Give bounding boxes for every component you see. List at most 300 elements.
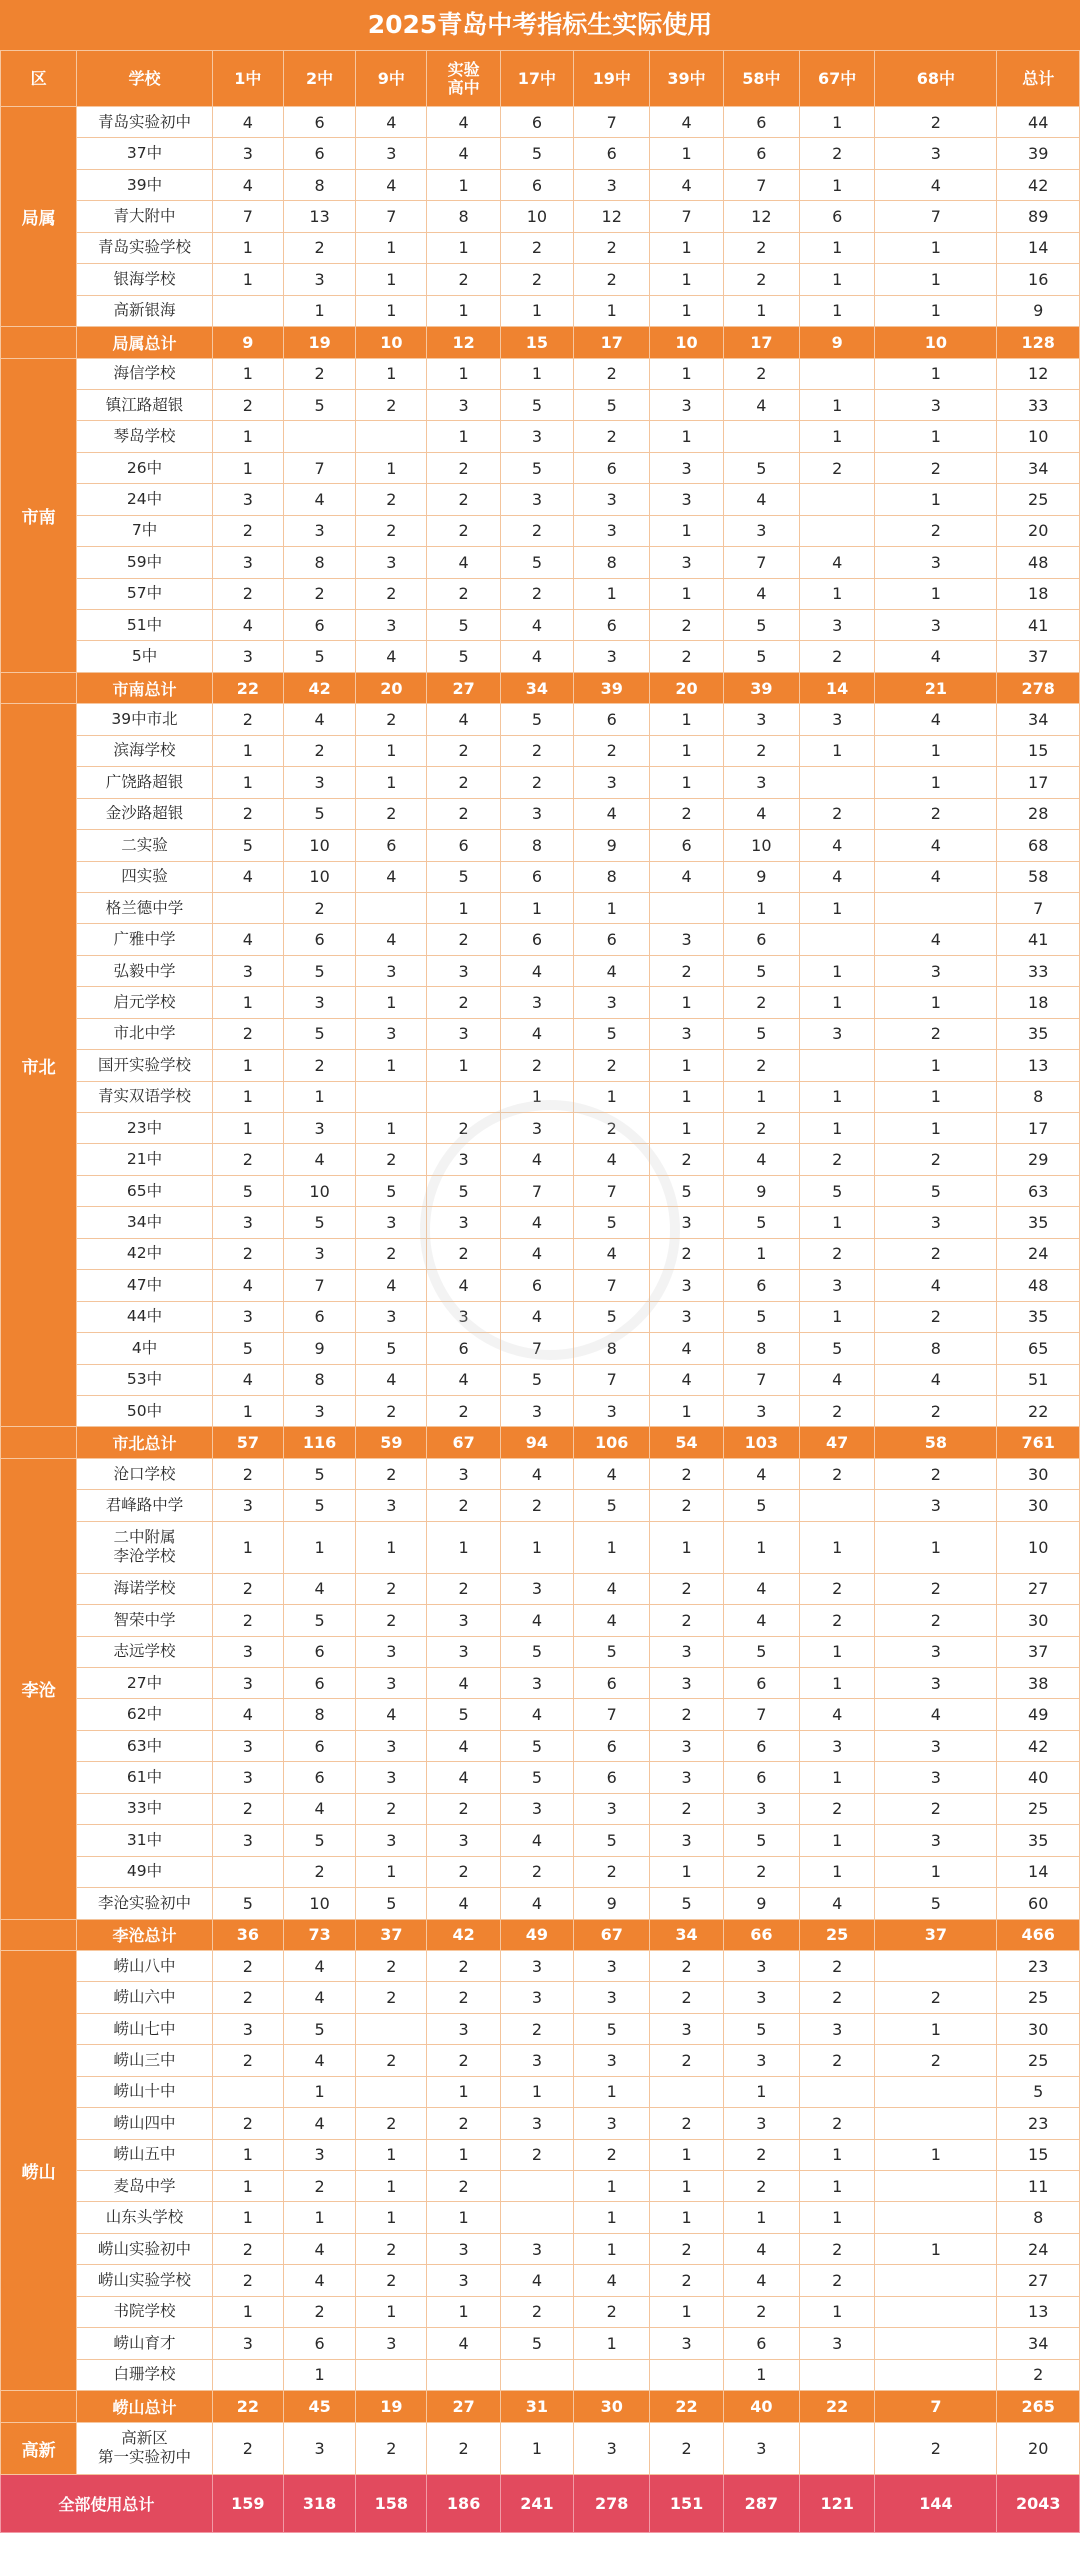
subtotal-value: 10: [875, 327, 997, 358]
value-cell: 1: [212, 1521, 283, 1573]
value-cell: 4: [723, 1458, 799, 1489]
value-cell: 8: [574, 1333, 650, 1364]
table-row: [1, 1081, 1080, 1112]
value-cell: 2: [723, 1113, 799, 1144]
value-cell: 3: [800, 704, 875, 735]
value-cell: 1: [574, 2328, 650, 2359]
value-cell: 1: [356, 1113, 427, 1144]
value-cell: 1: [875, 232, 997, 263]
value-cell: 3: [212, 1636, 283, 1667]
value-cell: 4: [800, 830, 875, 861]
value-cell: 3: [650, 2013, 723, 2044]
value-cell: 4: [283, 484, 355, 515]
value-cell: 2: [212, 1238, 283, 1269]
table-row: [1, 2359, 1080, 2390]
value-cell: 4: [356, 169, 427, 200]
value-cell: 2: [427, 515, 500, 546]
value-cell: 2: [800, 1605, 875, 1636]
value-cell: 3: [427, 955, 500, 986]
value-cell: 3: [212, 2328, 283, 2359]
value-cell: 6: [283, 1668, 355, 1699]
value-cell: 2: [875, 452, 997, 483]
value-cell: 2: [574, 358, 650, 389]
value-cell: 33: [997, 389, 1080, 420]
value-cell: 2: [800, 798, 875, 829]
school-cell: 沧口学校: [77, 1458, 212, 1489]
subtotal-value: 67: [427, 1427, 500, 1458]
value-cell: 1: [427, 2202, 500, 2233]
value-cell: 3: [723, 1395, 799, 1426]
value-cell: 4: [500, 610, 573, 641]
value-cell: 8: [283, 547, 355, 578]
table-row: [1, 1573, 1080, 1604]
value-cell: 1: [212, 2139, 283, 2170]
school-cell: 59中: [77, 547, 212, 578]
value-cell: 4: [283, 1950, 355, 1981]
value-cell: [800, 358, 875, 389]
value-cell: 1: [800, 2171, 875, 2202]
value-cell: 10: [997, 421, 1080, 452]
grand-total-row: [1, 2474, 1080, 2532]
value-cell: 1: [212, 1081, 283, 1112]
value-cell: 4: [875, 861, 997, 892]
school-cell: 海信学校: [77, 358, 212, 389]
value-cell: 3: [574, 987, 650, 1018]
value-cell: 2: [800, 452, 875, 483]
value-cell: 2: [427, 578, 500, 609]
table-row: [1, 1364, 1080, 1395]
value-cell: 1: [723, 892, 799, 923]
value-cell: 1: [650, 704, 723, 735]
value-cell: 33: [997, 955, 1080, 986]
value-cell: 1: [356, 295, 427, 326]
value-cell: 4: [574, 1573, 650, 1604]
value-cell: 1: [875, 987, 997, 1018]
value-cell: 4: [723, 1144, 799, 1175]
value-cell: 2: [283, 578, 355, 609]
value-cell: 2: [650, 1793, 723, 1824]
subtotal-value: 19: [283, 327, 355, 358]
table-row: [1, 1333, 1080, 1364]
value-cell: 5: [500, 1762, 573, 1793]
value-cell: 2: [800, 1573, 875, 1604]
value-cell: 3: [283, 1238, 355, 1269]
value-cell: 5: [356, 1333, 427, 1364]
district-cell: [1, 1427, 77, 1458]
value-cell: 9: [283, 1333, 355, 1364]
subtotal-value: 466: [997, 1919, 1080, 1950]
value-cell: 2: [723, 735, 799, 766]
value-cell: 5: [500, 452, 573, 483]
subtotal-value: 7: [875, 2391, 997, 2422]
value-cell: 1: [800, 1521, 875, 1573]
value-cell: 5: [212, 1175, 283, 1206]
value-cell: 3: [574, 767, 650, 798]
value-cell: 3: [356, 1018, 427, 1049]
value-cell: 4: [500, 955, 573, 986]
value-cell: 5: [875, 1888, 997, 1919]
value-cell: 13: [997, 2296, 1080, 2327]
table-row: [1, 1636, 1080, 1667]
value-cell: 2: [356, 578, 427, 609]
header-cell: 总计: [997, 51, 1080, 107]
value-cell: 4: [427, 1364, 500, 1395]
value-cell: 2: [283, 232, 355, 263]
value-cell: 3: [650, 1825, 723, 1856]
value-cell: 1: [723, 1081, 799, 1112]
value-cell: [800, 2076, 875, 2107]
value-cell: 1: [283, 2076, 355, 2107]
value-cell: 5: [212, 1888, 283, 1919]
value-cell: 1: [427, 892, 500, 923]
value-cell: 4: [574, 955, 650, 986]
value-cell: 3: [212, 138, 283, 169]
value-cell: 2: [875, 1573, 997, 1604]
value-cell: 3: [650, 1668, 723, 1699]
value-cell: 17: [997, 1113, 1080, 1144]
school-cell: 琴岛学校: [77, 421, 212, 452]
value-cell: 38: [997, 1668, 1080, 1699]
value-cell: 3: [212, 1762, 283, 1793]
value-cell: 3: [574, 2108, 650, 2139]
school-cell: 青实双语学校: [77, 1081, 212, 1112]
value-cell: 4: [723, 389, 799, 420]
school-cell: 高新区 第一实验初中: [77, 2422, 212, 2474]
value-cell: 3: [723, 1950, 799, 1981]
value-cell: 1: [650, 1050, 723, 1081]
value-cell: 3: [875, 1730, 997, 1761]
value-cell: 1: [800, 987, 875, 1018]
value-cell: [356, 2359, 427, 2390]
value-cell: 4: [574, 1605, 650, 1636]
table-row: [1, 484, 1080, 515]
school-cell: 青大附中: [77, 201, 212, 232]
value-cell: 6: [723, 1668, 799, 1699]
value-cell: 2: [875, 1301, 997, 1332]
value-cell: 2: [800, 1950, 875, 1981]
subtotal-value: 34: [500, 672, 573, 703]
value-cell: 3: [650, 1301, 723, 1332]
value-cell: 35: [997, 1825, 1080, 1856]
value-cell: 1: [356, 2139, 427, 2170]
value-cell: 3: [427, 1458, 500, 1489]
school-cell: 镇江路超银: [77, 389, 212, 420]
value-cell: 2: [574, 1856, 650, 1887]
value-cell: [800, 2359, 875, 2390]
value-cell: 1: [800, 264, 875, 295]
value-cell: 5: [283, 1018, 355, 1049]
value-cell: 1: [356, 1856, 427, 1887]
value-cell: 5: [427, 641, 500, 672]
table-row: [1, 1950, 1080, 1981]
value-cell: 1: [427, 2139, 500, 2170]
value-cell: 1: [500, 1521, 573, 1573]
value-cell: 2: [650, 2422, 723, 2474]
table-row: [1, 1238, 1080, 1269]
value-cell: 2: [800, 1238, 875, 1269]
table-row: [1, 1301, 1080, 1332]
value-cell: 2: [997, 2359, 1080, 2390]
value-cell: 5: [875, 1175, 997, 1206]
value-cell: 14: [997, 232, 1080, 263]
value-cell: 1: [427, 358, 500, 389]
value-cell: 2: [500, 1490, 573, 1521]
value-cell: 2: [800, 138, 875, 169]
value-cell: [650, 892, 723, 923]
value-cell: 3: [650, 1018, 723, 1049]
value-cell: 5: [500, 547, 573, 578]
value-cell: 12: [723, 201, 799, 232]
value-cell: 8: [997, 2202, 1080, 2233]
value-cell: 2: [427, 924, 500, 955]
value-cell: [875, 1950, 997, 1981]
subtotal-value: 22: [212, 2391, 283, 2422]
table-row: [1, 515, 1080, 546]
subtotal-value: 66: [723, 1919, 799, 1950]
value-cell: [875, 2359, 997, 2390]
value-cell: 7: [723, 1364, 799, 1395]
value-cell: 2: [356, 515, 427, 546]
value-cell: 4: [212, 610, 283, 641]
value-cell: 3: [650, 1270, 723, 1301]
value-cell: 3: [356, 138, 427, 169]
value-cell: 6: [427, 830, 500, 861]
value-cell: 2: [574, 232, 650, 263]
school-cell: 崂山十中: [77, 2076, 212, 2107]
value-cell: 5: [283, 389, 355, 420]
value-cell: 1: [800, 1668, 875, 1699]
value-cell: 1: [650, 264, 723, 295]
value-cell: 3: [875, 1825, 997, 1856]
subtotal-value: 761: [997, 1427, 1080, 1458]
subtotal-value: 31: [500, 2391, 573, 2422]
value-cell: 4: [875, 830, 997, 861]
value-cell: 2: [427, 1573, 500, 1604]
value-cell: 10: [723, 830, 799, 861]
value-cell: 4: [723, 1605, 799, 1636]
value-cell: 1: [427, 421, 500, 452]
value-cell: 6: [723, 107, 799, 138]
value-cell: 25: [997, 1982, 1080, 2013]
value-cell: 25: [997, 484, 1080, 515]
school-cell: 弘毅中学: [77, 955, 212, 986]
value-cell: 5: [283, 1207, 355, 1238]
subtotal-value: 37: [875, 1919, 997, 1950]
value-cell: 3: [283, 515, 355, 546]
subtotal-label: 李沧总计: [77, 1919, 212, 1950]
value-cell: 5: [574, 1490, 650, 1521]
subtotal-value: 42: [427, 1919, 500, 1950]
value-cell: 1: [212, 358, 283, 389]
value-cell: 2: [212, 1573, 283, 1604]
table-row: [1, 2265, 1080, 2296]
value-cell: 4: [212, 169, 283, 200]
value-cell: 2: [427, 1238, 500, 1269]
value-cell: 5: [283, 955, 355, 986]
subtotal-value: 67: [574, 1919, 650, 1950]
value-cell: 8: [875, 1333, 997, 1364]
value-cell: 1: [574, 2076, 650, 2107]
value-cell: 4: [283, 2233, 355, 2264]
value-cell: 3: [427, 1825, 500, 1856]
value-cell: 27: [997, 2265, 1080, 2296]
subtotal-value: 30: [574, 2391, 650, 2422]
value-cell: 7: [574, 1364, 650, 1395]
value-cell: 12: [997, 358, 1080, 389]
table-row: [1, 421, 1080, 452]
subtotal-value: 22: [650, 2391, 723, 2422]
value-cell: [875, 2202, 997, 2233]
value-cell: 3: [723, 515, 799, 546]
value-cell: 2: [650, 2233, 723, 2264]
header-cell: 17中: [500, 51, 573, 107]
value-cell: 1: [723, 2076, 799, 2107]
value-cell: 3: [500, 1668, 573, 1699]
value-cell: 1: [875, 2139, 997, 2170]
school-cell: 青岛实验学校: [77, 232, 212, 263]
value-cell: 2: [650, 1144, 723, 1175]
value-cell: 2: [356, 1793, 427, 1824]
value-cell: 1: [356, 987, 427, 1018]
value-cell: 3: [875, 1762, 997, 1793]
school-cell: 7中: [77, 515, 212, 546]
value-cell: 2: [875, 1018, 997, 1049]
header-cell: 2中: [283, 51, 355, 107]
school-cell: 李沧实验初中: [77, 1888, 212, 1919]
value-cell: 10: [283, 1175, 355, 1206]
value-cell: [500, 2202, 573, 2233]
value-cell: 23: [997, 1950, 1080, 1981]
value-cell: 2: [574, 2139, 650, 2170]
table-row: [1, 1982, 1080, 2013]
value-cell: 3: [574, 2422, 650, 2474]
value-cell: 5: [574, 2013, 650, 2044]
subtotal-value: 40: [723, 2391, 799, 2422]
value-cell: 7: [356, 201, 427, 232]
school-cell: 47中: [77, 1270, 212, 1301]
value-cell: 1: [800, 955, 875, 986]
value-cell: 37: [997, 1636, 1080, 1667]
value-cell: 1: [650, 2171, 723, 2202]
value-cell: 2: [356, 1982, 427, 2013]
value-cell: 6: [574, 704, 650, 735]
value-cell: 1: [427, 2296, 500, 2327]
value-cell: 2: [427, 735, 500, 766]
value-cell: 4: [212, 1270, 283, 1301]
value-cell: 1: [283, 1521, 355, 1573]
table-row: [1, 610, 1080, 641]
value-cell: 2: [650, 1699, 723, 1730]
value-cell: 4: [427, 1762, 500, 1793]
value-cell: 5: [212, 1333, 283, 1364]
value-cell: 3: [427, 2265, 500, 2296]
value-cell: 1: [650, 2202, 723, 2233]
value-cell: 5: [723, 1301, 799, 1332]
value-cell: 1: [574, 1521, 650, 1573]
value-cell: 6: [283, 924, 355, 955]
value-cell: 3: [650, 1730, 723, 1761]
header-row: [1, 51, 1080, 107]
value-cell: 6: [574, 452, 650, 483]
value-cell: 25: [997, 1793, 1080, 1824]
value-cell: 3: [574, 2045, 650, 2076]
value-cell: 2: [650, 1982, 723, 2013]
value-cell: 4: [875, 641, 997, 672]
value-cell: 5: [500, 389, 573, 420]
value-cell: 1: [650, 1395, 723, 1426]
header-cell: 39中: [650, 51, 723, 107]
school-cell: 国开实验学校: [77, 1050, 212, 1081]
value-cell: 1: [574, 2233, 650, 2264]
table-row: [1, 1018, 1080, 1049]
value-cell: [212, 2076, 283, 2107]
value-cell: 4: [283, 1982, 355, 2013]
value-cell: 6: [574, 1762, 650, 1793]
value-cell: 3: [650, 452, 723, 483]
value-cell: 2: [212, 389, 283, 420]
subtotal-value: 37: [356, 1919, 427, 1950]
value-cell: [800, 767, 875, 798]
value-cell: 3: [875, 1668, 997, 1699]
school-cell: 市北中学: [77, 1018, 212, 1049]
subtotal-value: 58: [875, 1427, 997, 1458]
value-cell: 3: [427, 1018, 500, 1049]
value-cell: 1: [500, 358, 573, 389]
value-cell: 2: [212, 704, 283, 735]
value-cell: 34: [997, 2328, 1080, 2359]
value-cell: 3: [723, 2045, 799, 2076]
value-cell: 1: [800, 1081, 875, 1112]
value-cell: 1: [875, 1081, 997, 1112]
value-cell: 18: [997, 987, 1080, 1018]
value-cell: 4: [356, 1699, 427, 1730]
value-cell: 1: [212, 2171, 283, 2202]
value-cell: 2: [723, 2171, 799, 2202]
value-cell: [356, 1081, 427, 1112]
value-cell: [356, 2076, 427, 2107]
value-cell: 3: [800, 2013, 875, 2044]
value-cell: 4: [283, 1573, 355, 1604]
value-cell: 3: [650, 484, 723, 515]
value-cell: 5: [500, 1364, 573, 1395]
school-cell: 23中: [77, 1113, 212, 1144]
table-row: [1, 1762, 1080, 1793]
value-cell: 2: [800, 1793, 875, 1824]
value-cell: 35: [997, 1207, 1080, 1238]
value-cell: 8: [427, 201, 500, 232]
value-cell: 4: [875, 1364, 997, 1395]
value-cell: 7: [723, 169, 799, 200]
value-cell: 6: [283, 138, 355, 169]
value-cell: 4: [500, 2265, 573, 2296]
value-cell: 4: [356, 641, 427, 672]
value-cell: 3: [212, 1490, 283, 1521]
value-cell: 2: [574, 421, 650, 452]
value-cell: 4: [723, 2265, 799, 2296]
subtotal-value: 39: [574, 672, 650, 703]
value-cell: 2: [875, 1395, 997, 1426]
subtotal-value: 45: [283, 2391, 355, 2422]
school-cell: 青岛实验初中: [77, 107, 212, 138]
value-cell: 1: [500, 2422, 573, 2474]
value-cell: 1: [875, 1050, 997, 1081]
district-cell: 市南: [1, 358, 77, 672]
subtotal-value: 25: [800, 1919, 875, 1950]
value-cell: 1: [650, 358, 723, 389]
value-cell: 2: [212, 2045, 283, 2076]
value-cell: 3: [500, 484, 573, 515]
value-cell: 5: [283, 1605, 355, 1636]
